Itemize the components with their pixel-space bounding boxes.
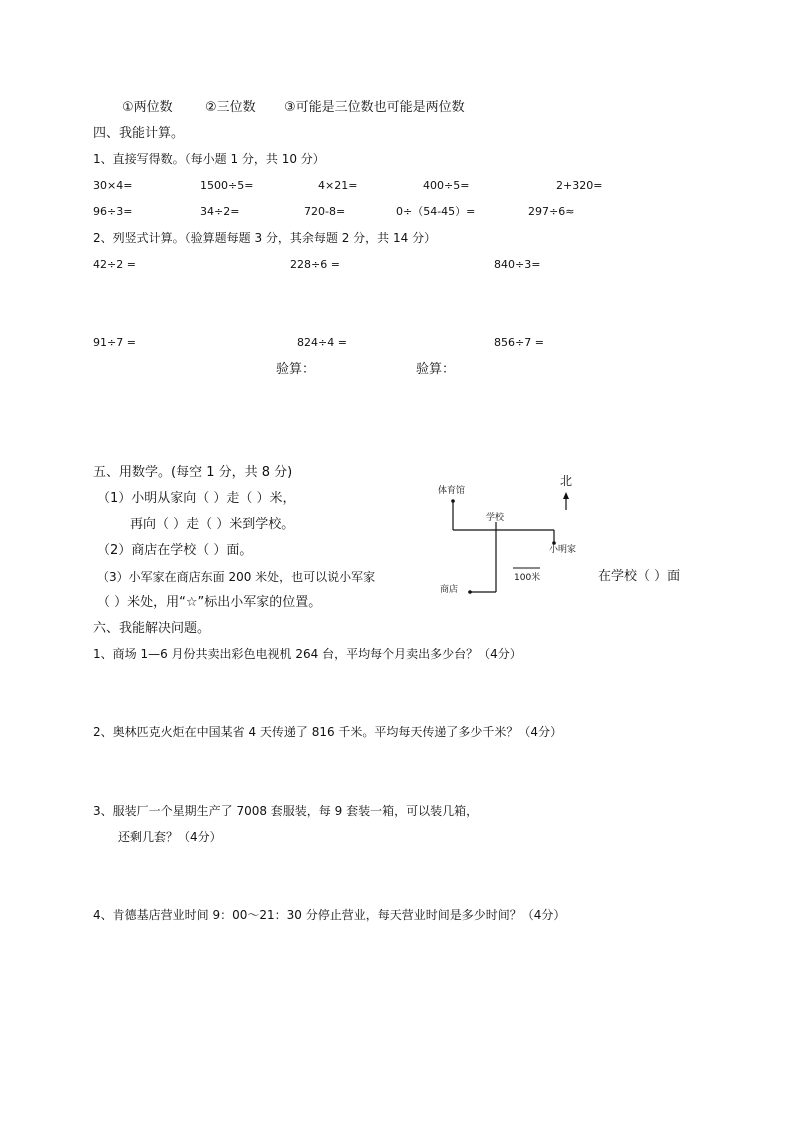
choice-1: ①两位数 <box>122 100 173 115</box>
vertical-calc-item: 856÷7 = <box>494 336 544 349</box>
choice-3: ③可能是三位数也可能是两位数 <box>284 100 465 115</box>
calc-item: 1500÷5= <box>200 179 254 192</box>
problem-2: 2、奥林匹克火炬在中国某省 4 天传递了 816 千米。平均每天传递了多少千米？（4分） <box>93 725 563 739</box>
check-label: 验算： <box>276 362 316 377</box>
vertical-calc-item: 840÷3= <box>494 258 541 271</box>
section4-title: 四、我能计算。 <box>93 126 185 141</box>
q5-2: （2）商店在学校（ ）面。 <box>97 543 253 558</box>
calc-item: 297÷6≈ <box>528 205 575 218</box>
vertical-calc-item: 824÷4 = <box>297 336 347 349</box>
shop-label: 商店 <box>440 585 459 595</box>
school-label: 学校 <box>486 513 505 523</box>
section5-title: 五、用数学。(每空 1 分，共 8 分) <box>93 465 293 480</box>
problem-4: 4、肯德基店营业时间 9：00～21：30 分停止营业，每天营业时间是多少时间？（4分） <box>93 908 566 922</box>
north-label: 北 <box>560 474 573 488</box>
scale-label: 100米 <box>514 573 541 583</box>
problem-3-line1: 3、服装厂一个星期生产了 7008 套服装，每 9 套装一箱，可以装几箱， <box>93 804 479 818</box>
q1-title: 1、直接写得数。（每小题 1 分，共 10 分） <box>93 152 325 166</box>
calc-item: 96÷3= <box>93 205 133 218</box>
calc-item: 34÷2= <box>200 205 240 218</box>
gym-dot <box>451 499 455 503</box>
q5-1-line2: 再向（ ）走（ ）米到学校。 <box>130 517 295 532</box>
home-label: 小明家 <box>549 545 577 555</box>
q5-3-line1-cont: 在学校（ ）面 <box>598 569 681 584</box>
calc-item: 30×4= <box>93 179 133 192</box>
q5-1-line1: （1）小明从家向（ ）走（ ）米， <box>97 491 296 506</box>
vertical-calc-item: 91÷7 = <box>93 336 136 349</box>
q5-3-line1: （3）小军家在商店东面 200 米处，也可以说小军家 <box>97 570 376 584</box>
section6-title: 六、我能解决问题。 <box>93 621 211 636</box>
q5-3-line2: （ ）米处，用“☆”标出小军家的位置。 <box>97 595 322 610</box>
calc-item: 4×21= <box>318 179 358 192</box>
check-label: 验算： <box>416 362 456 377</box>
calc-item: 400÷5= <box>423 179 470 192</box>
gym-label: 体育馆 <box>438 486 466 496</box>
problem-1: 1、商场 1—6 月份共卖出彩色电视机 264 台，平均每个月卖出多少台？（4分） <box>93 647 522 661</box>
north-arrow-icon <box>563 492 569 510</box>
calc-item: 2+320= <box>556 179 603 192</box>
problem-3-line2: 还剩几套？（4分） <box>118 830 222 844</box>
vertical-calc-item: 228÷6 = <box>290 258 340 271</box>
shop-dot <box>468 590 472 594</box>
calc-item: 0÷（54-45）= <box>396 205 476 218</box>
q2-title: 2、列竖式计算。（验算题每题 3 分，其余每题 2 分，共 14 分） <box>93 231 437 245</box>
vertical-calc-item: 42÷2 = <box>93 258 136 271</box>
calc-item: 720-8= <box>304 205 346 218</box>
choice-2: ②三位数 <box>205 100 256 115</box>
